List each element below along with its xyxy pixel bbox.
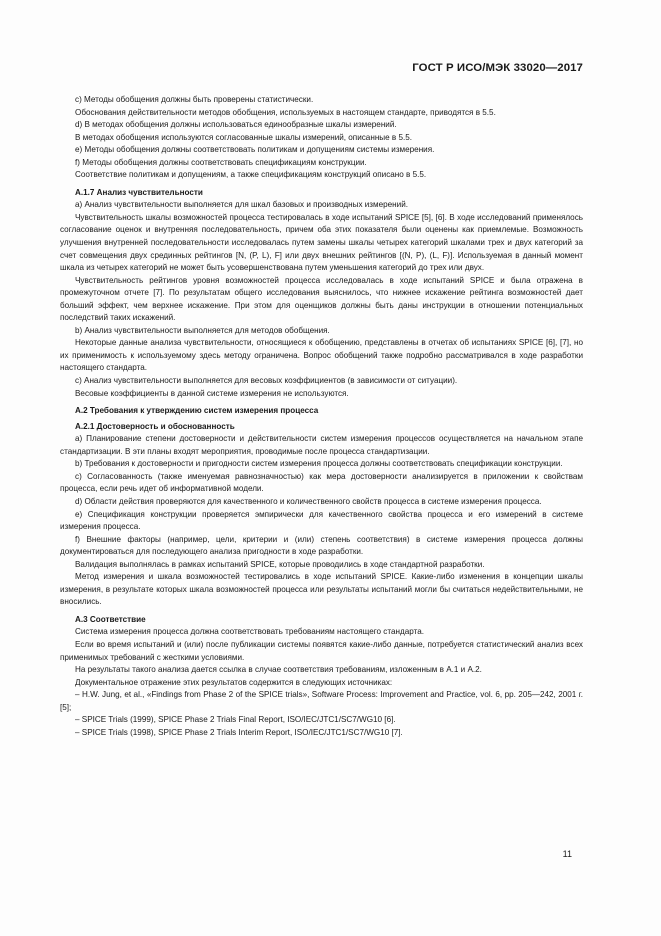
paragraph: d) В методах обобщения должны использоваться единообразные шкалы измерений. [75,120,397,130]
paragraph: f) Внешние факторы (например, цели, критерии и (или) степень соответствия) в системе измерения процесса должны документироваться для последующего анализа пригодности в ходе разработки. [60,534,583,557]
paragraph: Чувствительность шкалы возможностей процесса тестировалась в ходе испытаний SPICE [5], [6]. В ходе исследований применялось согласование оценок и внутренняя последовательность, причем оба этих показателя были оценены как приемлемые. Возможность улучшения внутренней последовательности исследовалась путем замены шкалы четырех категорий шкалами трех и двух категорий за счет совмещения двух срединных рейтингов [N, (P, L), F] или двух внешних рейтингов [(N, P), (L, F)]. Используемая в данный момент шкала из четырех категорий не может быть усовершенствована путем уменьшения категорий до трех или двух. [60,212,583,273]
paragraph: Соответствие политикам и допущениям, а также спецификациям конструкций описано в 5.5. [75,170,427,180]
paragraph: a) Анализ чувствительности выполняется для шкал базовых и производных измерений. [75,200,408,210]
paragraph: Чувствительность рейтингов уровня возможностей процесса исследовалась в ходе испытаний SPICE и была отражена в промежуточном отчете [7]. По результатам общего исследования выяснилось, что нижнее искажение рейтинга возможностей дает больший эффект, чем верхнее искажение. При этом для оценщиков должны быть даны инструкции в отношении потенциальных последствий таких искажений. [60,275,583,323]
paragraph: Валидация выполнялась в рамках испытаний SPICE, которые проводились в ходе стандартной разработки. [75,559,485,569]
paragraph: В методах обобщения используются согласованные шкалы измерений, описанные в 5.5. [75,132,413,142]
paragraph: Метод измерения и шкала возможностей тестировались в ходе испытаний SPICE. Какие-либо изменения в концепции шкалы измерения, в результате которых шкала возможностей процесса или результаты испытаний могли бы считаться недействительными, не вносились. [60,572,583,607]
paragraph: – SPICE Trials (1998), SPICE Phase 2 Trials Interim Report, ISO/IEC/JTC1/SC7/WG10 [7]. [75,727,403,737]
paragraph: Документальное отражение этих результатов содержится в следующих источниках: [75,677,393,687]
document-body [60,94,583,739]
paragraph: b) Анализ чувствительности выполняется для методов обобщения. [75,325,330,335]
section-heading: A.2.1 Достоверность и обоснованность [75,421,235,431]
paragraph: Обоснования действительности методов обобщения, используемых в настоящем стандарте, приводятся в 5.5. [75,107,496,117]
paragraph: Некоторые данные анализа чувствительности, относящиеся к обобщению, представлены в отчетах об испытаниях SPICE [6], [7], но их применимость к используемому здесь методу ограничена. Вопрос обобщений также подробно рассматривался в ходе разработки настоящего стандарта. [60,338,583,373]
standard-header: ГОСТ Р ИСО/МЭК 33020—2017 [412,62,583,74]
paragraph: a) Планирование степени достоверности и действительности систем измерения процессов осуществляется на начальном этапе стандартизации. В эти планы входят мероприятия, проводимые после процесса стандартизации. [60,434,583,456]
paragraph: e) Методы обобщения должны соответствовать политикам и допущениям системы измерения. [75,145,435,155]
section-heading: A.3 Соответствие [75,614,146,624]
section-heading: A.2 Требования к утверждению систем измерения процесса [75,406,319,416]
paragraph: На результаты такого анализа дается ссылка в случае соответствия требованиям, изложенным в A.1 и A.2. [75,665,482,675]
paragraph: c) Методы обобщения должны быть проверены статистически. [75,95,314,104]
paragraph: d) Области действия проверяются для качественного и количественного свойств процесса в системе измерения процесса. [75,496,542,506]
section-heading: A.1.7 Анализ чувствительности [75,187,203,197]
paragraph: Весовые коэффициенты в данной системе измерения не используются. [75,388,349,398]
paragraph: c) Анализ чувствительности выполняется для весовых коэффициентов (в зависимости от ситуации). [75,376,458,386]
paragraph: b) Требования к достоверности и пригодности систем измерения процесса должны соответствовать спецификации конструкции. [75,459,563,469]
paragraph: c) Согласованность (также именуемая равнозначностью) как мера достоверности анализируется в приложении к свойствам процесса, если речь идет об информативной модели. [60,471,583,494]
paragraph: – H.W. Jung, et al., «Findings from Phase 2 of the SPICE trials», Software Process: Improvement and Practice, vol. 6, pp. 205—242, 2001 г. [5]; [60,690,583,712]
page-number: 11 [562,849,572,859]
paragraph: – SPICE Trials (1999), SPICE Phase 2 Trials Final Report, ISO/IEC/JTC1/SC7/WG10 [6]. [75,715,396,725]
paragraph: f) Методы обобщения должны соответствовать спецификациям конструкции. [75,157,367,167]
paragraph: Если во время испытаний и (или) после публикации системы появятся какие-либо данные, потребуется статистический анализ всех применимых требований с жесткими условиями. [60,639,583,662]
paragraph: e) Спецификация конструкции проверяется эмпирически для качественного свойства процесса и его измерений в системе измерения процесса. [60,509,583,532]
paragraph: Система измерения процесса должна соответствовать требованиям настоящего стандарта. [75,627,424,637]
